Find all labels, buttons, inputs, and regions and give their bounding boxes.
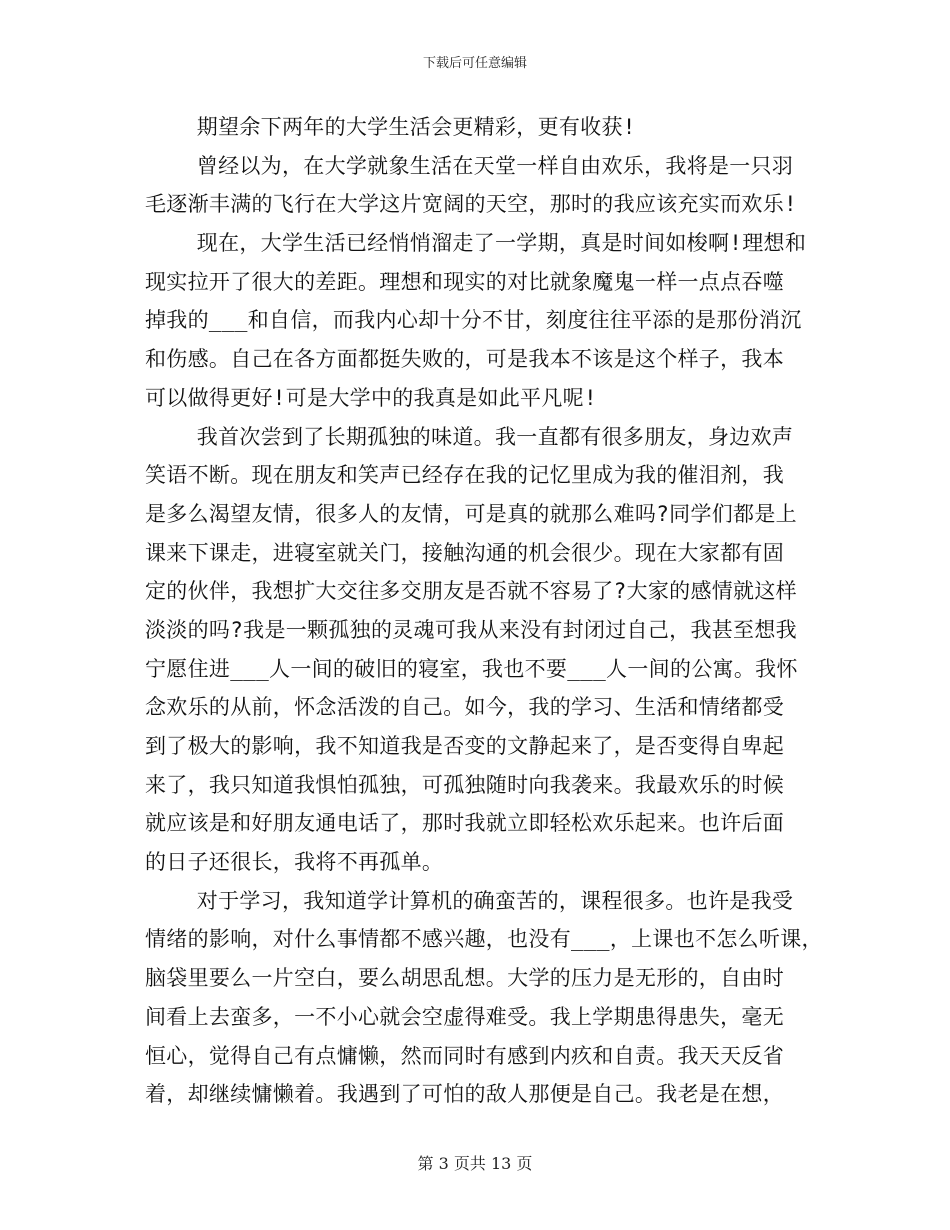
text-line: 念欢乐的从前，怀念活泼的自己。如今，我的学习、生活和情绪都受 bbox=[145, 695, 784, 720]
text-line: 着，却继续慵懒着。我遇到了可怕的敌人那便是自己。我老是在想， bbox=[145, 1082, 784, 1107]
text-line: 恒心，觉得自己有点慵懒，然而同时有感到内疚和自责。我天天反省 bbox=[145, 1043, 784, 1068]
text-line: 是多么渴望友情，很多人的友情，可是真的就那么难吗?同学们都是上 bbox=[145, 501, 797, 526]
text-line: 课来下课走，进寝室就关门，接触沟通的机会很少。现在大家都有固 bbox=[145, 540, 784, 565]
text-line: 就应该是和好朋友通电话了，那时我就立即轻松欢乐起来。也许后面 bbox=[145, 811, 784, 836]
text-line: 情绪的影响，对什么事情都不感兴趣，也没有___，上课也不怎么听课， bbox=[145, 927, 823, 952]
text-line: 宁愿住进___人一间的破旧的寝室，我也不要___人一间的公寓。我怀 bbox=[145, 656, 798, 681]
text-line: 来了，我只知道我惧怕孤独，可孤独随时向我袭来。我最欢乐的时候 bbox=[145, 772, 784, 797]
text-line: 期望余下两年的大学生活会更精彩，更有收获! bbox=[145, 115, 636, 139]
text-line: 对于学习，我知道学计算机的确蛮苦的，课程很多。也许是我受 bbox=[145, 888, 794, 913]
text-line: 掉我的___和自信，而我内心却十分不甘，刻度往往平添的是那份消沉 bbox=[145, 308, 802, 333]
text-line: 到了极大的影响，我不知道我是否变的文静起来了，是否变得自卑起 bbox=[145, 734, 784, 758]
text-line: 和伤感。自己在各方面都挺失败的，可是我本不该是这个样子，我本 bbox=[145, 347, 784, 372]
text-line: 毛逐渐丰满的飞行在大学这片宽阔的天空，那时的我应该充实而欢乐! bbox=[145, 192, 797, 217]
text-line: 曾经以为，在大学就象生活在天堂一样自由欢乐，我将是一只羽 bbox=[145, 153, 794, 178]
text-line: 间看上去蛮多，一不小心就会空虚得难受。我上学期患得患失，毫无 bbox=[145, 1004, 784, 1029]
text-line: 笑语不断。现在朋友和笑声已经存在我的记忆里成为我的催泪剂，我 bbox=[145, 463, 784, 488]
text-line: 脑袋里要么一片空白，要么胡思乱想。大学的压力是无形的，自由时 bbox=[145, 966, 784, 991]
text-line: 的日子还很长，我将不再孤单。 bbox=[145, 850, 444, 875]
page-header-note: 下载后可任意编辑 bbox=[422, 56, 527, 71]
document-body bbox=[145, 108, 823, 1114]
page-number-footer: 第 3 页共 13 页 bbox=[417, 1154, 533, 1173]
text-line: 可以做得更好!可是大学中的我真是如此平凡呢! bbox=[145, 385, 597, 410]
text-line: 我首次尝到了长期孤独的味道。我一直都有很多朋友，身边欢声 bbox=[145, 424, 794, 449]
text-line: 淡淡的吗?我是一颗孤独的灵魂可我从来没有封闭过自己，我甚至想我 bbox=[145, 617, 797, 642]
text-line: 现在，大学生活已经悄悄溜走了一学期，真是时间如梭啊!理想和 bbox=[145, 231, 807, 256]
text-line: 现实拉开了很大的差距。理想和现实的对比就象魔鬼一样一点点吞噬 bbox=[145, 269, 784, 294]
text-line: 定的伙伴，我想扩大交往多交朋友是否就不容易了?大家的感情就这样 bbox=[145, 579, 797, 604]
